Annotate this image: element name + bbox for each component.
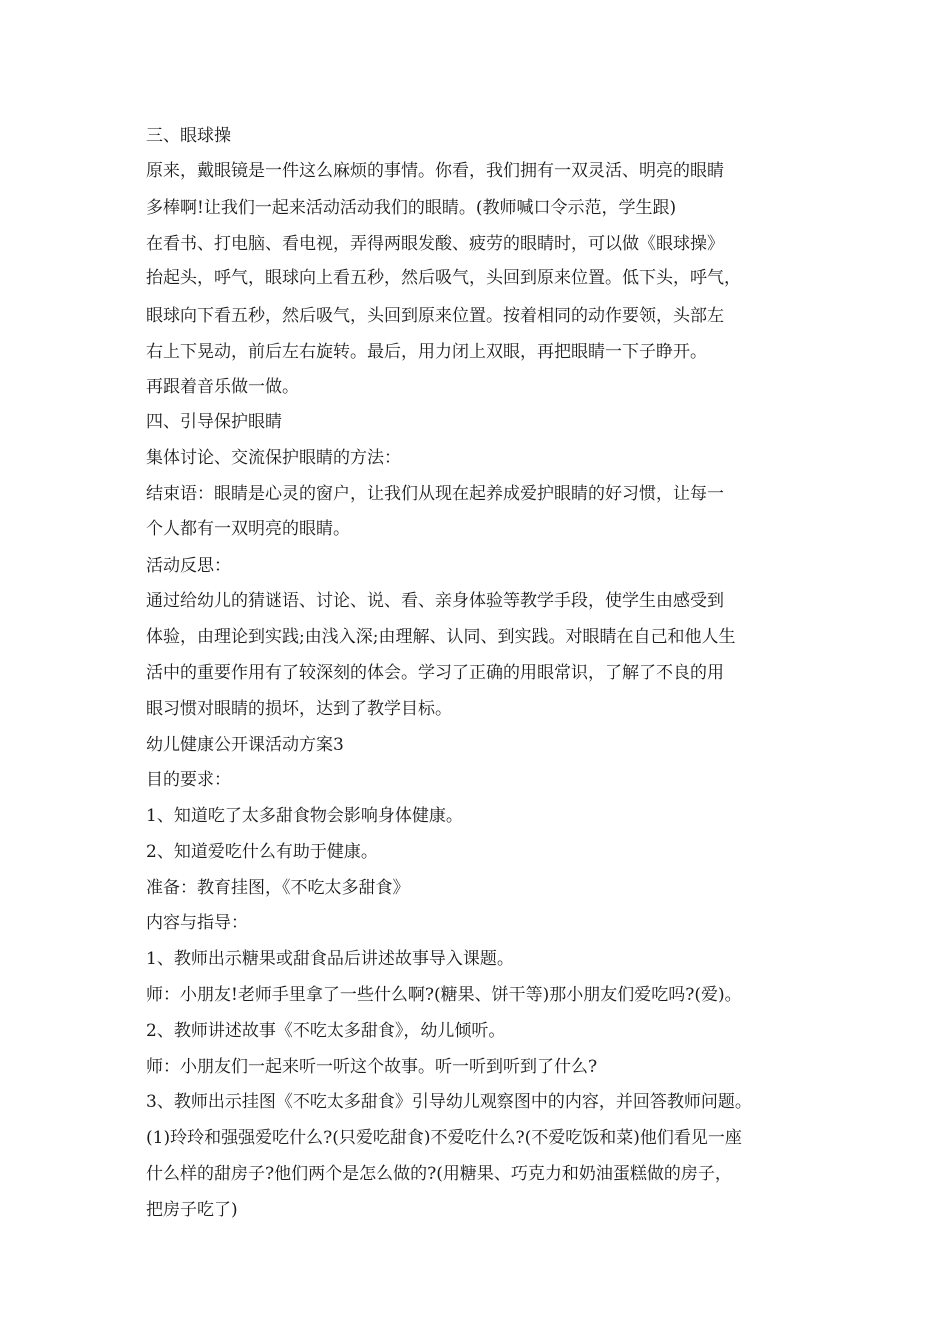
- paragraph-line: 原来，戴眼镜是一件这么麻烦的事情。你看，我们拥有一双灵活、明亮的眼睛: [146, 161, 724, 181]
- list-item: 3、教师出示挂图《不吃太多甜食》引导幼儿观察图中的内容，并回答教师问题。: [146, 1092, 752, 1112]
- paragraph-line: 在看书、打电脑、看电视，弄得两眼发酸、疲劳的眼睛时，可以做《眼球操》: [146, 234, 724, 254]
- paragraph-line: 眼球向下看五秒，然后吸气，头回到原来位置。按着相同的动作要领，头部左: [146, 306, 724, 326]
- paragraph-line: 抬起头，呼气，眼球向上看五秒，然后吸气，头回到原来位置。低下头，呼气，: [146, 268, 741, 288]
- section-heading-goals: 目的要求：: [146, 770, 231, 790]
- paragraph-line: 结束语：眼睛是心灵的窗户，让我们从现在起养成爱护眼睛的好习惯，让每一: [146, 484, 724, 504]
- section-heading-protect-eyes: 四、引导保护眼睛: [146, 412, 282, 432]
- paragraph-line: 再跟着音乐做一做。: [146, 377, 299, 397]
- paragraph-line: 通过给幼儿的猜谜语、讨论、说、看、亲身体验等教学手段，使学生由感受到: [146, 591, 724, 611]
- paragraph-line: 师：小朋友!老师手里拿了一些什么啊?(糖果、饼干等)那小朋友们爱吃吗?(爱)。: [146, 985, 742, 1005]
- list-item: 1、知道吃了太多甜食物会影响身体健康。: [146, 806, 463, 826]
- paragraph-line: 活中的重要作用有了较深刻的体会。学习了正确的用眼常识，了解了不良的用: [146, 663, 724, 683]
- paragraph-line: 多棒啊!让我们一起来活动活动我们的眼睛。(教师喊口令示范，学生跟): [146, 198, 677, 218]
- paragraph-line: 集体讨论、交流保护眼睛的方法：: [146, 448, 401, 468]
- list-item: 2、教师讲述故事《不吃太多甜食》，幼儿倾听。: [146, 1021, 506, 1041]
- plan-title: 幼儿健康公开课活动方案3: [146, 735, 344, 755]
- section-heading-eye-exercise: 三、眼球操: [146, 126, 231, 146]
- paragraph-line: 什么样的甜房子?他们两个是怎么做的?(用糖果、巧克力和奶油蛋糕做的房子，: [146, 1164, 732, 1184]
- list-item: 1、教师出示糖果或甜食品后讲述故事导入课题。: [146, 949, 514, 969]
- section-heading-content: 内容与指导：: [146, 913, 248, 933]
- list-item: 2、知道爱吃什么有助于健康。: [146, 842, 378, 862]
- section-heading-reflection: 活动反思：: [146, 556, 231, 576]
- paragraph-line: 个人都有一双明亮的眼睛。: [146, 519, 350, 539]
- paragraph-line: (1)玲玲和强强爱吃什么?(只爱吃甜食)不爱吃什么?(不爱吃饭和菜)他们看见一座: [146, 1128, 742, 1148]
- paragraph-line: 师：小朋友们一起来听一听这个故事。听一听到听到了什么?: [146, 1057, 598, 1077]
- paragraph-line: 体验，由理论到实践;由浅入深;由理解、认同、到实践。对眼睛在自己和他人生: [146, 627, 736, 647]
- paragraph-line: 眼习惯对眼睛的损坏，达到了教学目标。: [146, 699, 452, 719]
- paragraph-line: 把房子吃了): [146, 1200, 238, 1220]
- paragraph-line: 准备：教育挂图，《不吃太多甜食》: [146, 878, 410, 898]
- paragraph-line: 右上下晃动，前后左右旋转。最后，用力闭上双眼，再把眼睛一下子睁开。: [146, 342, 707, 362]
